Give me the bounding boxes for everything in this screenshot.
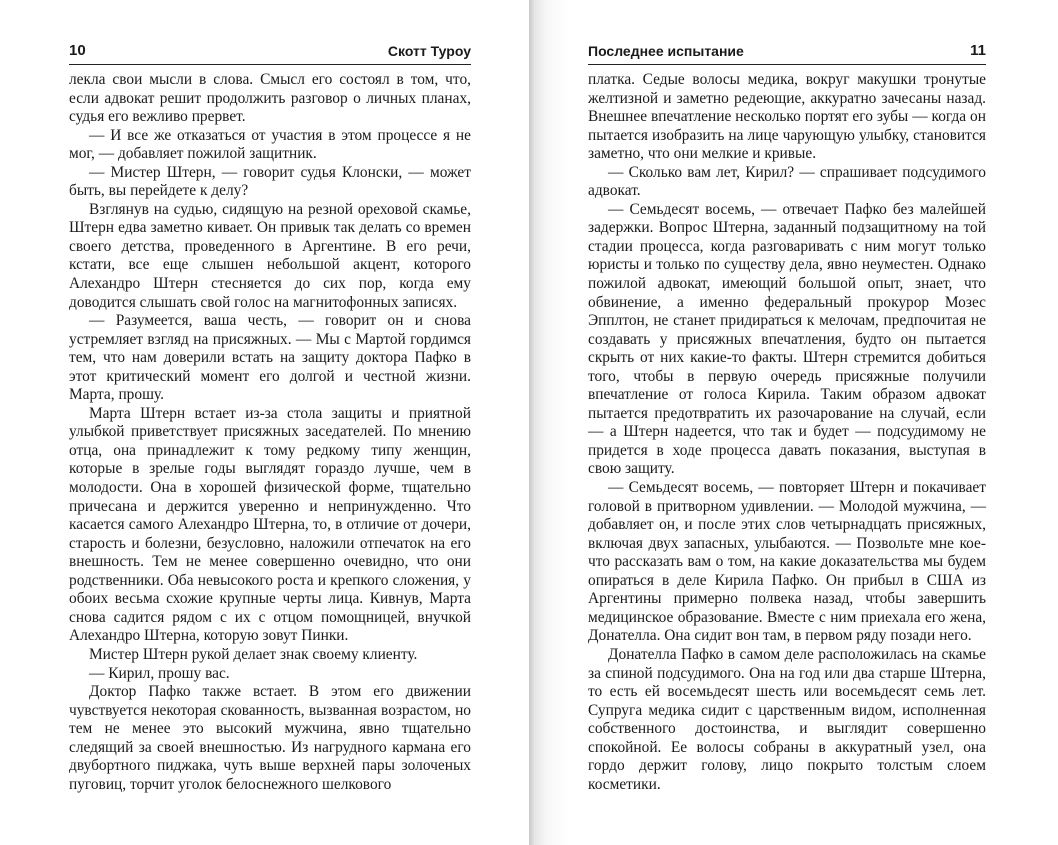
right-page-header — [588, 42, 986, 65]
paragraph: Марта Штерн встает из-за стола защиты и приятной улыбкой приветствует присяжных заседателей. По мнению отца, она принадлежит к тому редкому типу женщин, которые в зрелые годы выглядят гораздо лучше, чем в молодости. Она в хорошей физической форме, тщательно причесана и держится уверенно и непринужденно. Что касается самого Алехандро Штерна, то, в отличие от дочери, старость и болезни, безусловно, наложили отпечаток на его внешность. Тем не менее совершенно очевидно, что они родственники. Оба невысокого роста и крепкого сложения, у обоих весьма схожие крупные черты лица. Кивнув, Марта снова садится рядом с их с отцом помощницей, внучкой Алехандро Штерна, которую зовут Пинки. — [69, 404, 471, 645]
paragraph: Доктор Пафко также встает. В этом его движении чувствуется некоторая скованность, вызванная возрастом, но тем не менее это высокий мужчина, явно тщательно следящий за своей внешностью. Из нагрудного кармана его двубортного пиджака, чуть выше верхней пары золоченых пуговиц, торчит уголок белоснежного шелкового — [69, 683, 471, 793]
page-number: 11 — [970, 42, 986, 59]
paragraph: — Сколько вам лет, Кирил? — спрашивает подсудимого адвокат. — [588, 163, 986, 200]
running-head: Скотт Туроу — [387, 43, 471, 59]
paragraph: Мистер Штерн рукой делает знак своему клиенту. — [89, 645, 418, 663]
right-page-text — [588, 71, 986, 794]
paragraph: — Кирил, прошу вас. — [89, 664, 230, 682]
left-page-text — [69, 71, 471, 794]
paragraph: — Мистер Штерн, — говорит судья Клонски, — может быть, вы перейдете к делу? — [69, 163, 471, 200]
paragraph: — И все же отказаться от участия в этом процессе я не мог, — добавляет пожилой защитник. — [69, 126, 471, 163]
paragraph: Донателла Пафко в самом деле расположилась на скамье за спиной подсудимого. Она на год или два старше Штерна, то есть ей восемьдесят шесть или восемьдесят семь лет. Супруга медика сидит с царственным видом, исполненная собственного достоинства, и выглядит совершенно спокойной. Ее волосы собраны в аккуратный узел, она гордо держит голову, лицо покрыто толстым слоем косметики. — [588, 645, 986, 793]
paragraph: платка. Седые волосы медика, вокруг макушки тронутые желтизной и заметно редеющие, аккуратно зачесаны назад. Внешнее впечатление несколько портят его зубы — когда он пытается изобразить на лице чарующую улыбку, становится заметно, что они мелкие и кривые. — [588, 71, 986, 163]
paragraph: — Семьдесят восемь, — повторяет Штерн и покачивает головой в притворном удивлении. — Молодой мужчина, — добавляет он, и после этих слов четырнадцать присяжных, включая двух запасных, улыбаются. — Позвольте мне кое-что рассказать вам о том, на какие доказательства мы будем опираться в деле Кирила Пафко. Он прибыл в США из Аргентины примерно полвека назад, чтобы завершить медицинское образование. Вместе с ним приехала его жена, Донателла. Она сидит вон там, в первом ряду позади него. — [588, 479, 986, 645]
right-page — [529, 0, 1058, 845]
running-head: Последнее испытание — [588, 43, 744, 59]
paragraph: — Семьдесят восемь, — отвечает Пафко без малейшей задержки. Вопрос Штерна, заданный подзащитному на той стадии процесса, когда разговаривать с ним могут только юристы и только по существу дела, явно неуместен. Однако пожилой адвокат, имеющий большой опыт, знает, что обвинение, а именно федеральный прокурор Мозес Эпплтон, не станет придираться к мелочам, предпочитая не создавать у присяжных впечатления, будто он пытается скрыть от них какие-то факты. Штерн стремится добиться того, чтобы в первую очередь присяжные получили впечатление от голоса Кирила. Таким образом адвокат пытается предотвратить их разочарование на случай, если — а Штерн надеется, что так и будет — подсудимому не придется в ходе процесса давать показания, выступая в свою защиту. — [588, 200, 986, 478]
paragraph: — Разумеется, ваша честь, — говорит он и снова устремляет взгляд на присяжных. — Мы с Мартой гордимся тем, что нам доверили встать на защиту доктора Пафко в этот критический момент его долгой и честной жизни. Марта, прошу. — [69, 312, 471, 404]
paragraph: лекла свои мысли в слова. Смысл его состоял в том, что, если адвокат решит продолжить разговор о личных планах, судья его вежливо прервет. — [69, 71, 471, 126]
page-number: 10 — [69, 42, 86, 59]
paragraph: Взглянув на судью, сидящую на резной ореховой скамье, Штерн едва заметно кивает. Он привык так делать со времен своего детства, проведенного в Аргентине. В его речи, кстати, все еще слышен небольшой акцент, которого Алехандро Штерн стесняется до сих пор, когда ему доводится слышать свой голос на магнитофонных записях. — [69, 200, 471, 311]
left-page-header — [69, 42, 471, 65]
